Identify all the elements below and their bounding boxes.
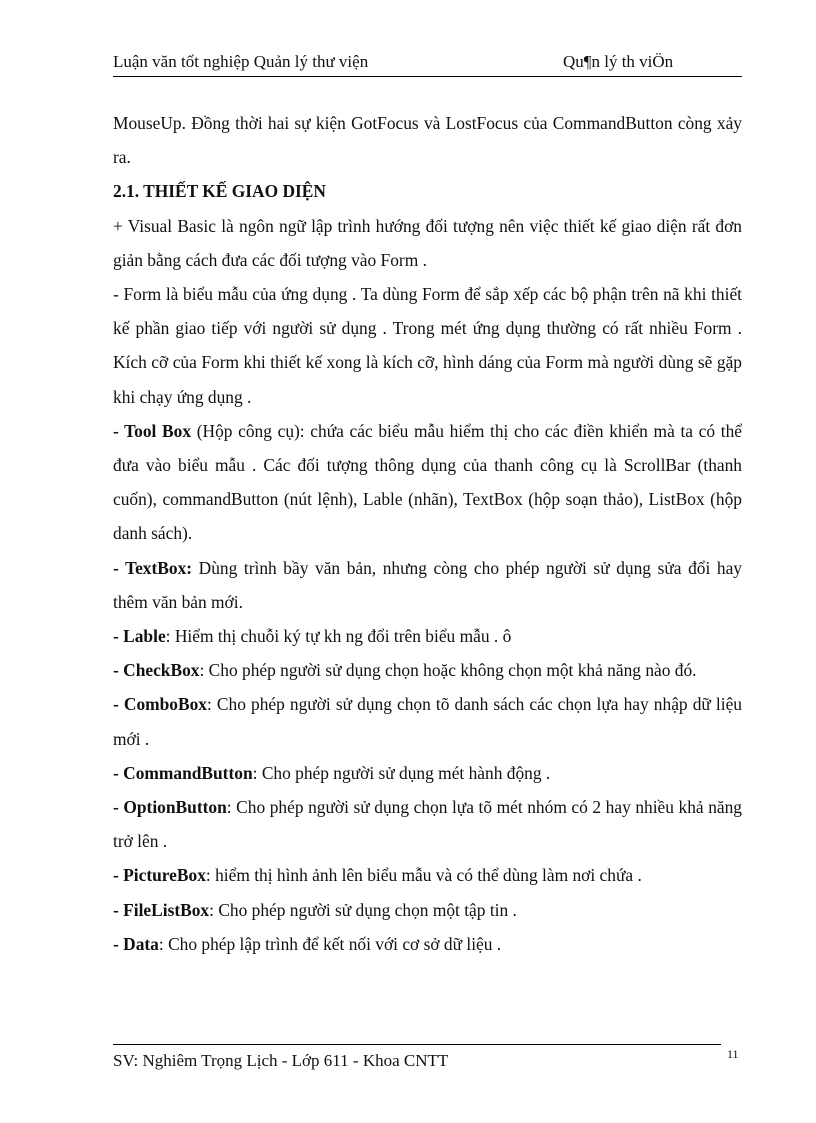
list-item: - FileListBox: Cho phép người sử dụng chọn một tập tin .: [113, 899, 517, 920]
term-label: FileListBox: [123, 899, 210, 920]
list-item: - Data: Cho phép lập trình để kết nối với cơ sở dữ liệu .: [113, 933, 502, 954]
paragraph: MouseUp. Đồng thời hai sự kiện GotFocus và LostFocus của CommandButton còng xảy ra.: [113, 113, 742, 168]
term-label: TextBox:: [125, 557, 193, 578]
header-subtitle: Qu¶n lý th viÖn: [563, 52, 674, 71]
term-label: ComboBox: [123, 694, 207, 715]
term-description: : hiểm thị hình ảnh lên biểu mẫu và có thể dùng làm nơi chứa .: [205, 865, 642, 886]
footer-divider: [113, 1044, 721, 1045]
term-label: Data: [123, 933, 159, 954]
list-item: - TextBox: Dùng trình bầy văn bản, nhưng còng cho phép người sử dụng sửa đổi hay thêm văn bản mới.: [113, 557, 742, 612]
term-description: : Cho phép lập trình để kết nối với cơ sở dữ liệu .: [158, 933, 502, 954]
list-item: - PictureBox: hiểm thị hình ảnh lên biểu mẫu và có thể dùng làm nơi chứa .: [113, 865, 642, 886]
list-item: - CheckBox: Cho phép người sử dụng chọn hoặc không chọn một khả năng nào đó.: [113, 660, 697, 681]
paragraph: - Form là biểu mẫu của ứng dụng . Ta dùng Form để sắp xếp các bộ phận trên nã khi thiết kế phần giao tiếp với người sử dụng . Trong mét ứng dụng thường có rất nhiều Form . Kích cỡ của Form khi thiết kế xong là kích cỡ, hình dáng của Form mà người dùng sẽ gặp khi chạy ứng dụng .: [113, 284, 742, 407]
list-item: - CommandButton: Cho phép người sử dụng mét hành động .: [113, 762, 551, 783]
list-item: - Lable: Hiểm thị chuỗi ký tự kh ng đổi trên biểu mẫu . ô: [113, 626, 512, 647]
list-item: - Tool Box (Hộp công cụ): chứa các biểu mẫu hiểm thị cho các điền khiển mà ta có thể đưa vào biểu mẫu . Các đối tượng thông dụng của thanh công cụ là ScrollBar (thanh cuốn), commandButton (nút lệnh), Lable (nhãn), TextBox (hộp soạn thảo), ListBox (hộp danh sách).: [113, 420, 743, 544]
term-description: Dùng trình bầy văn bản, nhưng còng cho phép người sử dụng sửa đổi hay thêm văn bản mới.: [113, 557, 742, 612]
list-item: - ComboBox: Cho phép người sử dụng chọn tõ danh sách các chọn lựa hay nhập dữ liệu mới .: [113, 694, 742, 749]
term-description: : Cho phép người sử dụng mét hành động .: [252, 762, 551, 783]
term-label: Lable: [123, 626, 166, 647]
term-description: : Cho phép người sử dụng chọn tõ danh sách các chọn lựa hay nhập dữ liệu mới .: [113, 694, 742, 749]
term-label: OptionButton: [123, 797, 227, 818]
header-divider: [113, 76, 742, 77]
term-label: Tool Box: [124, 420, 192, 441]
page-number: 11: [727, 1047, 739, 1061]
term-description: : Cho phép người sử dụng chọn lựa tõ mét nhóm có 2 hay nhiều khả năng trở lên .: [113, 797, 742, 852]
term-label: PictureBox: [123, 865, 206, 886]
section-heading: 2.1. THIẾT KẾ GIAO DIỆN: [113, 181, 326, 202]
term-description: : Cho phép người sử dụng chọn một tập tin .: [209, 899, 517, 920]
paragraph: + Visual Basic là ngôn ngữ lập trình hướng đối tượng nên việc thiết kế giao diện rất đơn giản bằng cách đưa các đối tượng vào Form .: [113, 215, 742, 270]
footer-text: SV: Nghiêm Trọng Lịch - Lớp 611 - Khoa CNTT: [113, 1051, 449, 1070]
term-description: (Hộp công cụ): chứa các biểu mẫu hiểm thị cho các điền khiển mà ta có thể đưa vào biểu mẫu . Các đối tượng thông dụng của thanh công cụ là ScrollBar (thanh cuốn), commandButton (nút lệnh), Lable (nhãn), TextBox (hộp soạn thảo), ListBox (hộp danh sách).: [113, 420, 743, 544]
page-header: [113, 52, 741, 76]
list-item: - OptionButton: Cho phép người sử dụng chọn lựa tõ mét nhóm có 2 hay nhiều khả năng trở lên .: [113, 797, 742, 852]
term-description: : Cho phép người sử dụng chọn hoặc không chọn một khả năng nào đó.: [199, 660, 697, 681]
term-label: CommandButton: [123, 762, 253, 783]
header-title: Luận văn tốt nghiệp Quản lý thư viện: [113, 52, 369, 71]
document-body: [113, 106, 742, 961]
term-label: CheckBox: [123, 660, 200, 681]
term-description: : Hiểm thị chuỗi ký tự kh ng đổi trên biểu mẫu . ô: [165, 626, 512, 647]
